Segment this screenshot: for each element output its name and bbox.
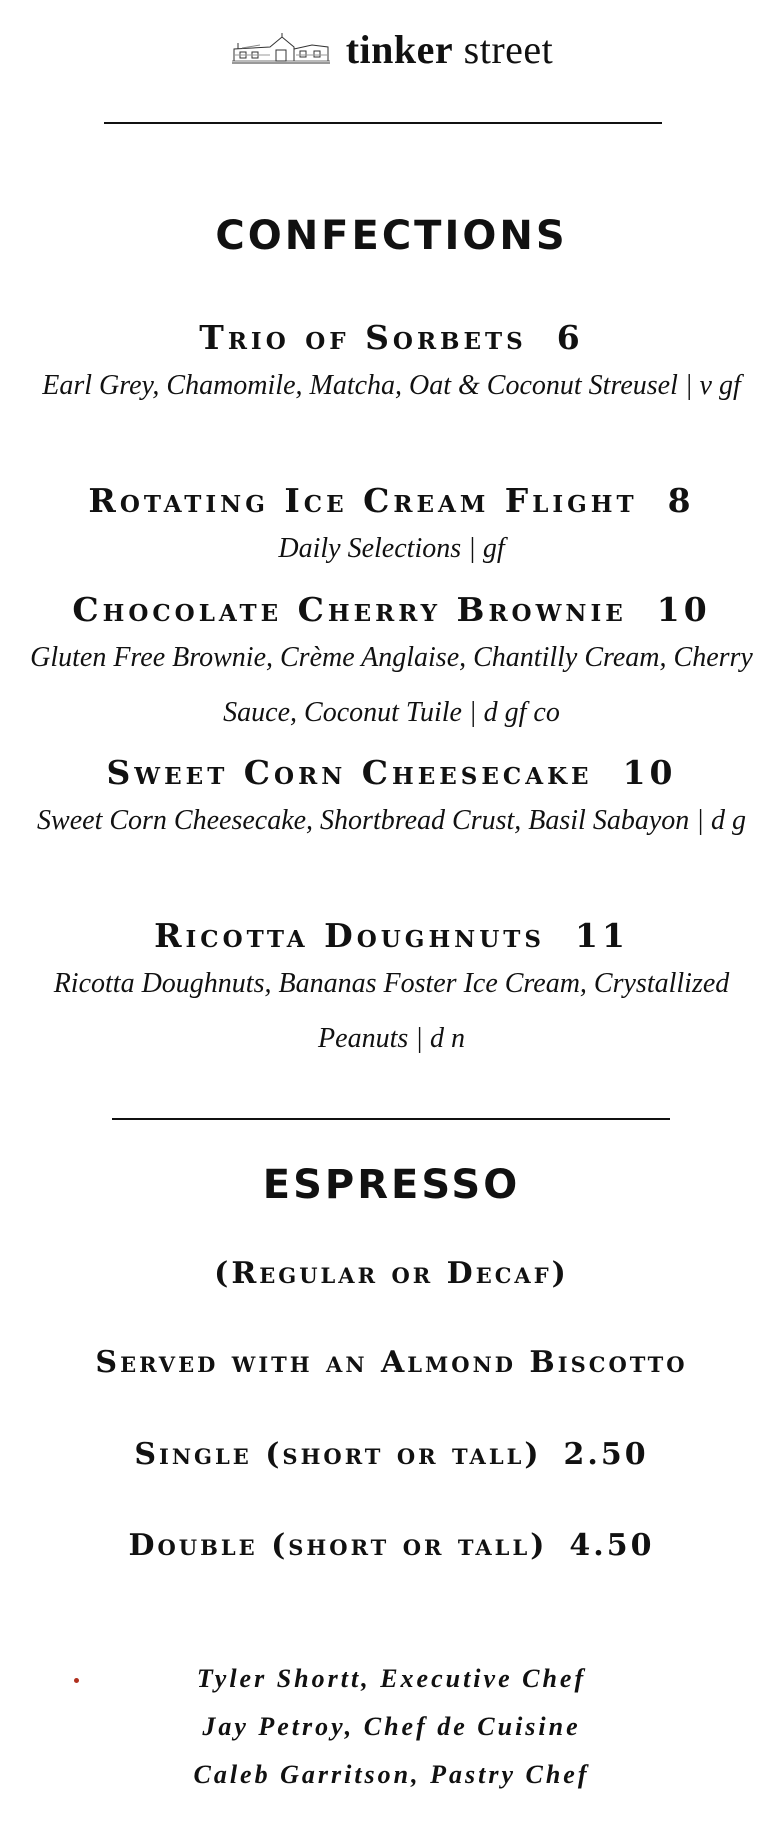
chef-credit: Caleb Garritson, Pastry Chef [193, 1760, 590, 1789]
item-price: 6 [556, 318, 584, 357]
chef-credit: Jay Petroy, Chef de Cuisine [202, 1712, 581, 1741]
espresso-served-with: Served with an Almond Biscotto [95, 1345, 688, 1380]
item-price: 8 [667, 481, 695, 520]
brand-name-regular: street [463, 27, 554, 72]
menu-item-description: Sweet Corn Cheesecake, Shortbread Crust, Basil Sabayon | d g [37, 805, 746, 836]
menu-item-description: Earl Grey, Chamomile, Matcha, Oat & Coconut Streusel | v gf [42, 370, 741, 401]
espresso-option-price: 4.50 [569, 1528, 655, 1563]
menu-item-description: Gluten Free Brownie, Crème Anglaise, Chantilly Cream, Cherry Sauce, Coconut Tuile | d gf co [30, 642, 753, 728]
house-sketch-icon [230, 33, 332, 67]
menu-item-name [0, 916, 783, 955]
item-name-text: Ricotta Doughnuts [154, 916, 545, 955]
espresso-option [0, 1528, 783, 1563]
item-name-text: Rotating Ice Cream Flight [88, 481, 638, 520]
espresso-title: ESPRESSO [262, 1162, 521, 1208]
divider-top [104, 122, 662, 124]
espresso-option [0, 1437, 783, 1472]
espresso-option-price: 2.50 [563, 1437, 649, 1472]
item-price: 10 [656, 590, 711, 629]
brand-logo [0, 28, 783, 72]
confections-title: CONFECTIONS [215, 213, 568, 259]
menu-item-name [0, 481, 783, 520]
item-price: 10 [622, 753, 677, 792]
espresso-option-label: Single (short or tall) [134, 1437, 542, 1472]
item-name-text: Trio of Sorbets [199, 318, 527, 357]
chef-credit: Tyler Shortt, Executive Chef [196, 1664, 587, 1693]
menu-item-description: Ricotta Doughnuts, Bananas Foster Ice Cream, Crystallized Peanuts | d n [53, 968, 730, 1054]
divider-middle [112, 1118, 670, 1120]
menu-item-name [0, 590, 783, 629]
item-price: 11 [574, 916, 629, 955]
menu-item-description: Daily Selections | gf [278, 533, 505, 564]
item-name-text: Sweet Corn Cheesecake [106, 753, 593, 792]
espresso-note: (Regular or Decaf) [214, 1256, 569, 1291]
brand-name [346, 28, 554, 72]
espresso-option-label: Double (short or tall) [128, 1528, 548, 1563]
menu-item-name [0, 318, 783, 357]
menu-item-name [0, 753, 783, 792]
brand-name-bold: tinker [345, 27, 454, 72]
item-name-text: Chocolate Cherry Brownie [72, 590, 627, 629]
